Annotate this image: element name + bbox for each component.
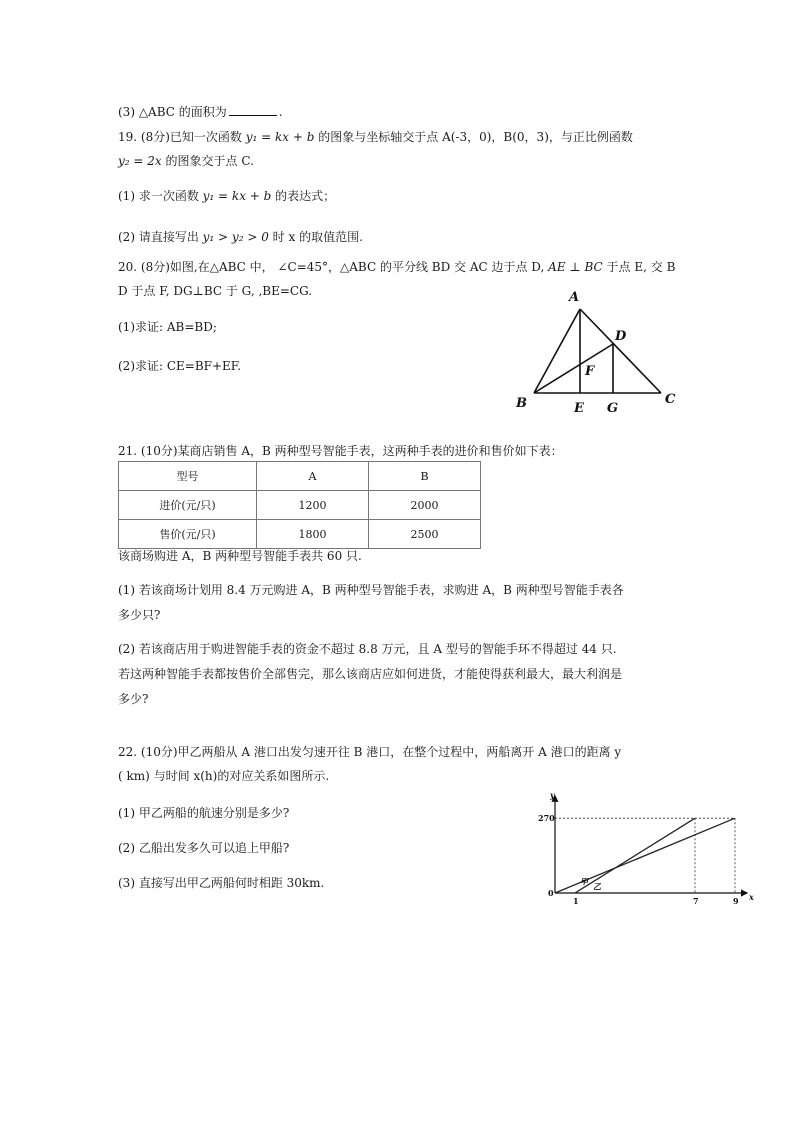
q19-part2-formula: y₁ > y₂ > 0 xyxy=(202,230,269,244)
label-c: C xyxy=(665,392,676,407)
q21-after-table: 该商场购进 A，B 两种型号智能手表共 60 只. xyxy=(118,549,362,563)
q19-part2-text-a: (2) 请直接写出 xyxy=(118,230,199,244)
table-cell: 1200 xyxy=(257,491,369,520)
q20-line1-text-b: 于点 E, 交 B xyxy=(606,260,676,274)
q22-line1: 22. (10分)甲乙两船从 A 港口出发匀速开往 B 港口，在整个过程中，两船离开 A 港口的距离 y xyxy=(118,745,622,759)
q20-part2: (2)求证: CE=BF+EF. xyxy=(118,359,242,373)
q21-part1-line2: 多少只? xyxy=(118,608,161,622)
q19-part1-text-b: 的表达式； xyxy=(275,189,336,203)
y-tick-label: 270 xyxy=(538,813,555,824)
q19-part2-text-b: 时 x 的取值范围. xyxy=(272,230,363,244)
q22-line2: ( km) 与时间 x(h)的对应关系如图所示. xyxy=(118,769,330,783)
q22-part2: (2) 乙船出发多久可以追上甲船? xyxy=(118,841,290,855)
table-header-cell: B xyxy=(369,462,481,491)
table-row xyxy=(119,520,481,549)
series-label-jia: 甲 xyxy=(580,876,588,887)
label-d: D xyxy=(615,329,627,344)
table-header-cell: A xyxy=(257,462,369,491)
series-label-yi: 乙 xyxy=(593,881,601,892)
q20-part1: (1)求证: AB=BD; xyxy=(118,320,217,334)
table-header-cell: 型号 xyxy=(119,462,257,491)
distance-time-chart xyxy=(535,783,754,908)
q18-part3-period: . xyxy=(278,105,283,119)
label-e: E xyxy=(574,401,584,416)
q19-line1-formula: y₁ = kx + b xyxy=(245,130,315,144)
q19-line1 xyxy=(118,129,633,145)
q21-part2-line3: 多少? xyxy=(118,692,149,706)
q19-part1 xyxy=(118,188,335,204)
q19-part1-formula: y₁ = kx + b xyxy=(202,189,272,203)
q21-line1: 21. (10分)某商店销售 A，B 两种型号智能手表，这两种手表的进价和售价如下表： xyxy=(118,444,563,458)
segment-bd xyxy=(534,344,613,393)
x-tick-label: 7 xyxy=(693,896,699,906)
q22-part1: (1) 甲乙两船的航速分别是多少? xyxy=(118,806,290,820)
q21-part1-line1: (1) 若该商场计划用 8.4 万元购进 A，B 两种型号智能手表，求购进 A，B 两种型号智能手表各 xyxy=(118,583,624,597)
x-tick-label: 0 xyxy=(548,888,554,898)
q19-line1-text-a: 19. (8分)已知一次函数 xyxy=(118,130,242,144)
answer-blank[interactable] xyxy=(229,104,277,116)
label-a: A xyxy=(569,290,580,305)
table-cell: 2500 xyxy=(369,520,481,549)
label-f: F xyxy=(585,364,595,379)
table-row xyxy=(119,491,481,520)
price-table xyxy=(118,461,481,549)
segment-ab xyxy=(534,309,580,393)
triangle-figure xyxy=(505,282,685,417)
x-tick-label: 1 xyxy=(573,896,579,906)
q21-part2-line1: (2) 若该商店用于购进智能手表的资金不超过 8.8 万元，且 A 型号的智能手环不得超过 44 只. xyxy=(118,642,617,656)
q20-line1 xyxy=(118,259,675,275)
table-cell: 售价(元/只) xyxy=(119,520,257,549)
q19-line1-text-b: 的图象与坐标轴交于点 A(-3，0)，B(0，3)，与正比例函数 xyxy=(318,130,633,144)
q20-line1-text-a: 20. (8分)如图,在△ABC 中， ∠C=45°，△ABC 的平分线 BD 交 AC 边于点 D, xyxy=(118,260,545,274)
q19-line2 xyxy=(118,153,254,169)
table-cell: 进价(元/只) xyxy=(119,491,257,520)
x-tick-label: 9 xyxy=(733,896,739,906)
q19-line2-text: 的图象交于点 C. xyxy=(165,154,254,168)
label-g: G xyxy=(607,401,619,416)
table-cell: 2000 xyxy=(369,491,481,520)
q18-part3-text: (3) △ABC 的面积为 xyxy=(118,105,227,119)
q19-part2 xyxy=(118,229,363,245)
q18-part3 xyxy=(118,104,283,120)
table-cell: 1800 xyxy=(257,520,369,549)
q19-line2-formula: y₂ = 2x xyxy=(118,154,162,168)
y-axis-label: y xyxy=(550,789,555,800)
q22-part3: (3) 直接写出甲乙两船何时相距 30km. xyxy=(118,876,325,890)
segment-ac xyxy=(580,309,661,393)
label-b: B xyxy=(516,396,527,411)
table-header-row xyxy=(119,462,481,491)
q19-part1-text-a: (1) 求一次函数 xyxy=(118,189,199,203)
q21-part2-line2: 若这两种智能手表都按售价全部售完，那么该商店应如何进货，才能使得获利最大，最大利润是 xyxy=(118,667,623,681)
q20-line2: D 于点 F, DG⊥BC 于 G, ,BE=CG. xyxy=(118,284,313,298)
q20-line1-formula: AE ⊥ BC xyxy=(548,260,603,274)
x-axis-label: x xyxy=(749,892,754,902)
